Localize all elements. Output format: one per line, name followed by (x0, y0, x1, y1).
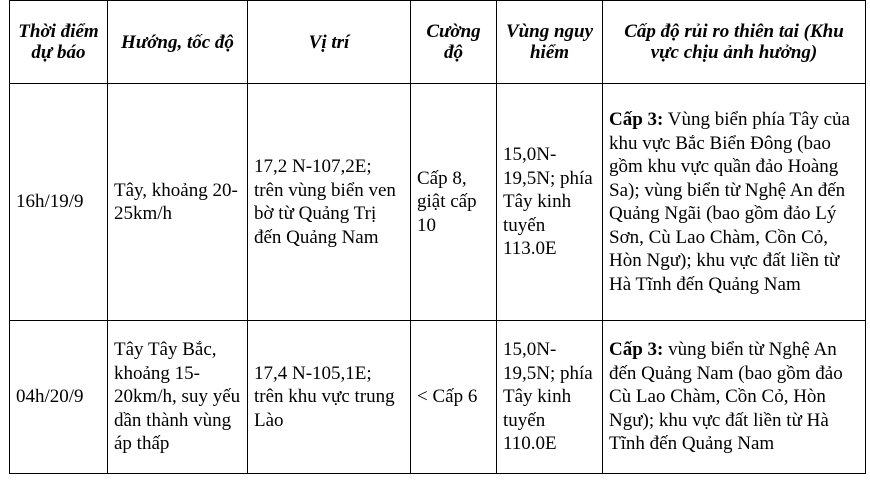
cell-danger-zone: 15,0N-19,5N; phía Tây kinh tuyến 113.0E (497, 84, 603, 321)
header-time: Thời điểm dự báo (10, 1, 108, 84)
risk-label: Cấp 3: (609, 109, 664, 130)
risk-text: Vùng biển phía Tây của khu vực Bắc Biển Đông (bao gồm khu vực quần đảo Hoàng Sa); vùng biển từ Nghệ An đến Quảng Ngãi (bao gồm đảo Lý Sơn, Cù Lao Chàm, Cồn Cỏ, Hòn Ngư); khu vực đất liền từ Hà Tĩnh đến Quảng Nam (609, 109, 850, 295)
header-danger-zone: Vùng nguy hiểm (497, 1, 603, 84)
cell-direction-speed: Tây Tây Bắc, khoảng 15-20km/h, suy yếu dần thành vùng áp thấp (108, 321, 248, 474)
header-position: Vị trí (248, 1, 411, 84)
cell-direction-speed: Tây, khoảng 20-25km/h (108, 84, 248, 321)
header-direction-speed: Hướng, tốc độ (108, 1, 248, 84)
header-risk-level: Cấp độ rủi ro thiên tai (Khu vực chịu ảnh hưởng) (603, 1, 866, 84)
cell-risk-level (603, 321, 866, 474)
cell-position: 17,2 N-107,2E; trên vùng biển ven bờ từ Quảng Trị đến Quảng Nam (248, 84, 411, 321)
cell-intensity: Cấp 8, giật cấp 10 (411, 84, 497, 321)
risk-text: vùng biển từ Nghệ An đến Quảng Nam (bao gồm đảo Cù Lao Chàm, Cồn Cỏ, Hòn Ngư); khu vực đất liền từ Hà Tĩnh đến Quảng Nam (609, 339, 843, 455)
cell-risk-level (603, 84, 866, 321)
header-intensity: Cường độ (411, 1, 497, 84)
cell-position: 17,4 N-105,1E; trên khu vực trung Lào (248, 321, 411, 474)
cell-time: 16h/19/9 (10, 84, 108, 321)
cell-danger-zone: 15,0N-19,5N; phía Tây kinh tuyến 110.0E (497, 321, 603, 474)
risk-label: Cấp 3: (609, 339, 664, 361)
header-row (10, 1, 866, 84)
table-row (10, 84, 866, 321)
cell-intensity: < Cấp 6 (411, 321, 497, 474)
forecast-table (9, 0, 866, 474)
table-row (10, 321, 866, 474)
cell-time: 04h/20/9 (10, 321, 108, 474)
